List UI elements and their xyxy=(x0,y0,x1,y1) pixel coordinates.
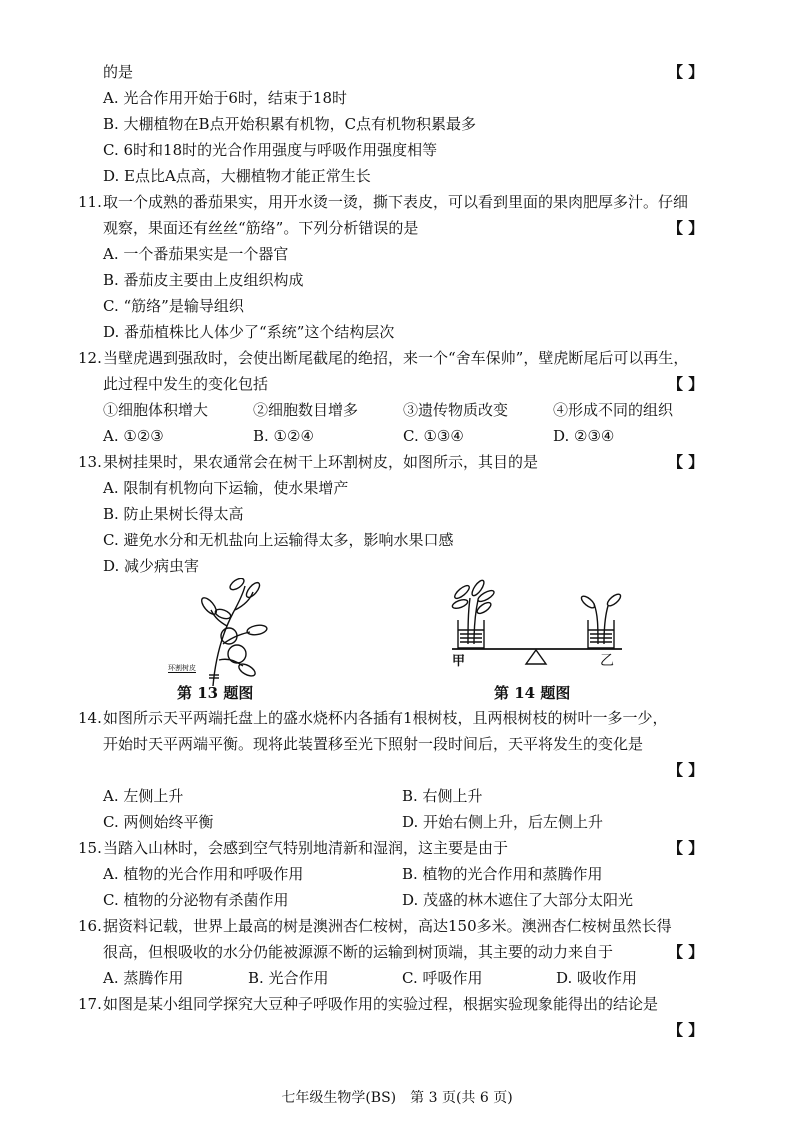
question-number: 12. xyxy=(78,349,102,367)
question-number: 16. xyxy=(78,917,102,935)
q11-option-c: C. “筋络”是输导组织 xyxy=(103,297,244,315)
q13-option-b: B. 防止果树长得太高 xyxy=(103,505,244,523)
q11-stem-line1: 11. 取一个成熟的番茄果实，用开水烫一烫，撕下表皮，可以看到里面的果肉肥厚多汁。仔细 xyxy=(0,190,794,214)
question-number: 15. xyxy=(78,839,102,857)
q10-stem-tail: 的是 【 】 xyxy=(0,60,794,84)
q10-option-a: A. 光合作用开始于6时，结束于18时 xyxy=(103,89,348,107)
q13-option-c: C. 避免水分和无机盐向上运输得太多，影响水果口感 xyxy=(103,531,454,549)
q17-bracket-line xyxy=(0,1018,794,1042)
q14-stem-line1: 14. 如图所示天平两端托盘上的盛水烧杯内各插有1根树枝，且两根树枝的树叶一多一少， xyxy=(0,706,794,730)
q11-option-a: A. 一个番茄果实是一个器官 xyxy=(103,245,289,263)
q11-option-b: B. 番茄皮主要由上皮组织构成 xyxy=(103,271,304,289)
figure-13-caption: 第 13 题图 xyxy=(177,684,254,702)
question-number: 13. xyxy=(78,453,102,471)
q13-stem: 13. 果树挂果时，果农通常会在树干上环割树皮，如图所示，其目的是 【 】 xyxy=(0,450,794,474)
answer-bracket: 【 】 xyxy=(668,761,704,779)
q12-options: A. ①②③ B. ①②④ C. ①③④ D. ②③④ xyxy=(103,427,615,445)
q14-stem-line2: 开始时天平两端平衡。现将此装置移至光下照射一段时间后，天平将发生的变化是 xyxy=(103,735,644,753)
figure-14-caption: 第 14 题图 xyxy=(494,684,571,702)
q13-option-a: A. 限制有机物向下运输，使水果增产 xyxy=(103,479,349,497)
answer-bracket: 【 】 xyxy=(668,375,704,393)
answer-bracket: 【 】 xyxy=(668,63,704,81)
q11-stem-line2: 观察，果面还有丝丝“筋络”。下列分析错误的是 【 】 xyxy=(0,216,794,240)
answer-bracket: 【 】 xyxy=(668,453,704,471)
q16-stem-line2: 很高，但根吸收的水分仍能被源源不断的运输到树顶端，其主要的动力来自于 【 】 xyxy=(0,940,794,964)
q16-stem-line1: 16. 据资料记载，世界上最高的树是澳洲杏仁桉树，高达150多米。澳洲杏仁桉树虽然长得 xyxy=(0,914,794,938)
answer-bracket: 【 】 xyxy=(668,1021,704,1039)
q12-items: ①细胞体积增大 ②细胞数目增多 ③遗传物质改变 ④形成不同的组织 xyxy=(103,401,674,419)
answer-bracket: 【 】 xyxy=(668,839,704,857)
q14-options-row2: C. 两侧始终平衡 D. 开始右侧上升，后左侧上升 xyxy=(103,813,604,831)
girdling-label: 环割树皮 xyxy=(168,664,196,672)
q10-option-c: C. 6时和18时的光合作用强度与呼吸作用强度相等 xyxy=(103,141,438,159)
q10-option-b: B. 大棚植物在B点开始积累有机物，C点有机物积累最多 xyxy=(103,115,477,133)
q15-stem: 15. 当踏入山林时，会感到空气特别地清新和湿润，这主要是由于 【 】 xyxy=(0,836,794,860)
question-number: 17. xyxy=(78,995,102,1013)
q15-options-row2: C. 植物的分泌物有杀菌作用 D. 茂盛的林木遮住了大部分太阳光 xyxy=(103,891,634,909)
page-footer: 七年级生物学(BS) 第 3 页(共 6 页) xyxy=(281,1090,513,1106)
q12-stem-line2: 此过程中发生的变化包括 【 】 xyxy=(0,372,794,396)
q11-option-d: D. 番茄植株比人体少了“系统”这个结构层次 xyxy=(103,323,395,341)
beaker-left-label: 甲 xyxy=(452,654,466,669)
q16-options: A. 蒸腾作用 B. 光合作用 C. 呼吸作用 D. 吸收作用 xyxy=(103,969,638,987)
question-number: 11. xyxy=(78,193,102,211)
q15-options-row1: A. 植物的光合作用和呼吸作用 B. 植物的光合作用和蒸腾作用 xyxy=(103,865,603,883)
q17-stem: 17. 如图是某小组同学探究大豆种子呼吸作用的实验过程，根据实验现象能得出的结论是 xyxy=(0,992,794,1016)
q13-option-d: D. 减少病虫害 xyxy=(103,557,200,575)
q14-bracket-line xyxy=(0,758,794,782)
answer-bracket: 【 】 xyxy=(668,219,704,237)
question-number: 14. xyxy=(78,709,102,727)
q10-option-d: D. E点比A点高，大棚植物才能正常生长 xyxy=(103,167,371,185)
beaker-right-label: 乙 xyxy=(600,653,614,669)
q12-stem-line1: 12. 当壁虎遇到强敌时，会使出断尾截尾的绝招，来一个“舍车保帅”，壁虎断尾后可以再生， xyxy=(0,346,794,370)
answer-bracket: 【 】 xyxy=(668,943,704,961)
q14-options-row1: A. 左侧上升 B. 右侧上升 xyxy=(103,787,483,805)
